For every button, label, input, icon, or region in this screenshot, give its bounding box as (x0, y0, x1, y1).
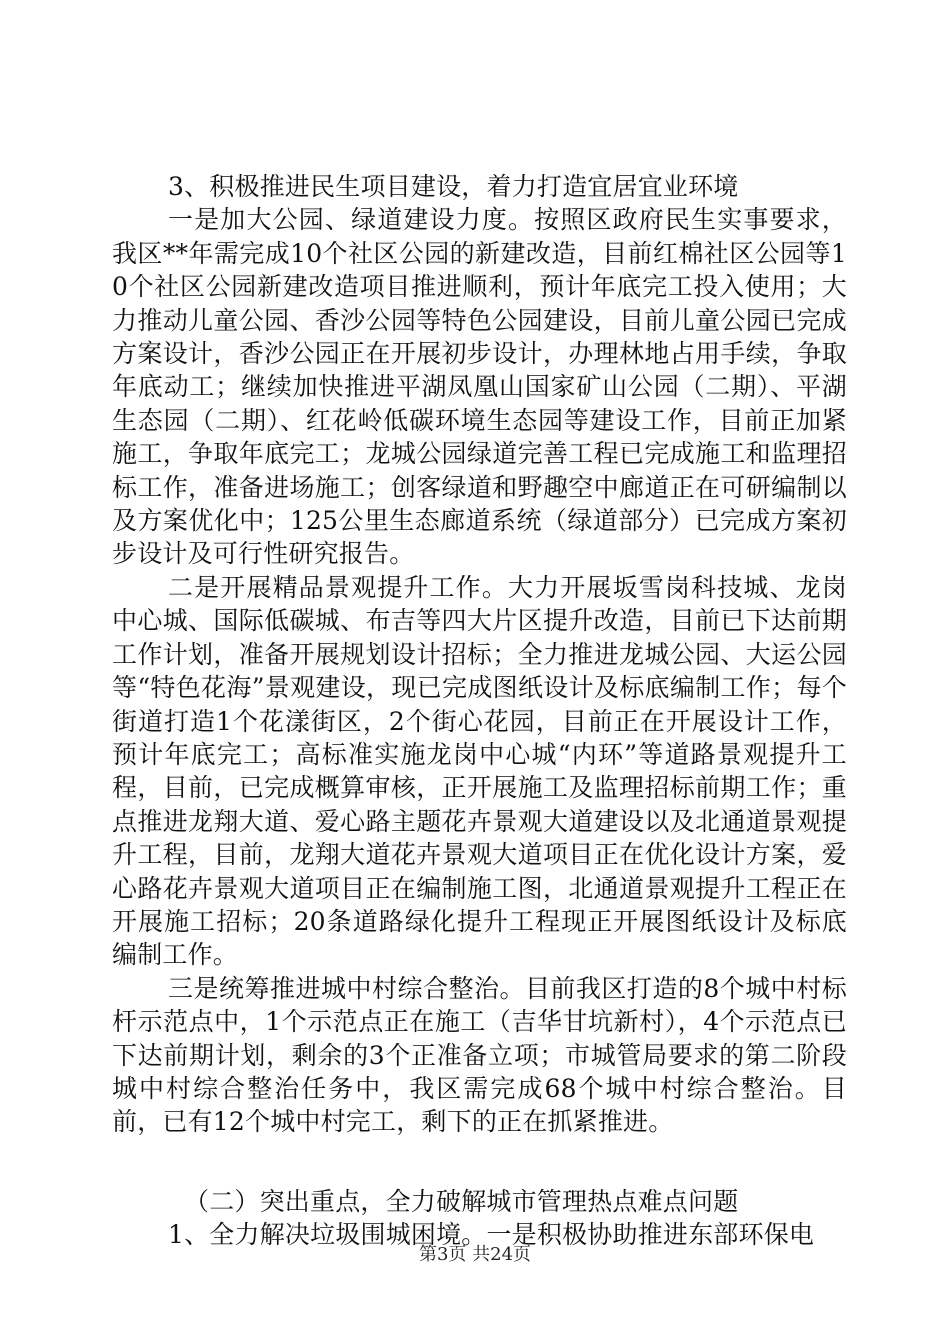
document-body (112, 170, 847, 1252)
subsection-heading: 3、积极推进民生项目建设，着力打造宜居宜业环境 (168, 172, 739, 201)
paragraph-garbage-disposal: 1、全力解决垃圾围城困境。一是积极协助推进东部环保电 (168, 1220, 815, 1250)
section-heading: （二）突出重点，全力破解城市管理热点难点问题 (184, 1186, 739, 1216)
paragraph-landscape-upgrade: 二是开展精品景观提升工作。大力开展坂雪岗科技城、龙岗中心城、国际低碳城、布吉等四大片区提升改造，目前已下达前期工作计划，准备开展规划设计招标；全力推进龙城公园、大运公园等“特色花海”景观建设，现已完成图纸设计及标底编制工作；每个街道打造1个花漾街区，2个街心花园，目前正在开展设计工作，预计年底完工；高标准实施龙岗中心城“内环”等道路景观提升工程，目前，已完成概算审核，正开展施工及监理招标前期工作；重点推进龙翔大道、爱心路主题花卉景观大道建设以及北通道景观提升工程，目前，龙翔大道花卉景观大道项目正在优化设计方案，爱心路花卉景观大道项目正在编制施工图，北通道景观提升工程正在开展施工招标；20条道路绿化提升工程现正开展图纸设计及标底编制工作。 (112, 572, 847, 970)
section-spacer (112, 1139, 847, 1185)
page-number-footer: 第3页 共24页 (418, 1244, 532, 1265)
paragraph-parks-greenways: 一是加大公园、绿道建设力度。按照区政府民生实事要求，我区**年需完成10个社区公园的新建改造，目前红棉社区公园等10个社区公园新建改造项目推进顺利，预计年底完工投入使用；大力推动儿童公园、香沙公园等特色公园建设，目前儿童公园已完成方案设计，香沙公园正在开展初步设计，办理林地占用手续，争取年底动工；继续加快推进平湖凤凰山国家矿山公园（二期）、平湖生态园（二期）、红花岭低碳环境生态园等建设工作，目前正加紧施工，争取年底完工；龙城公园绿道完善工程已完成施工和监理招标工作，准备进场施工；创客绿道和野趣空中廊道正在可研编制以及方案优化中；125公里生态廊道系统（绿道部分）已完成方案初步设计及可行性研究报告。 (112, 205, 847, 569)
paragraph-urban-village-renovation: 三是统筹推进城中村综合整治。目前我区打造的8个城中村标杆示范点中，1个示范点正在施工（吉华甘坑新村），4个示范点已下达前期计划，剩余的3个正准备立项；市城管局要求的第二阶段城中村综合整治任务中，我区需完成68个城中村综合整治。目前，已有12个城中村完工，剩下的正在抓紧推进。 (112, 973, 847, 1137)
